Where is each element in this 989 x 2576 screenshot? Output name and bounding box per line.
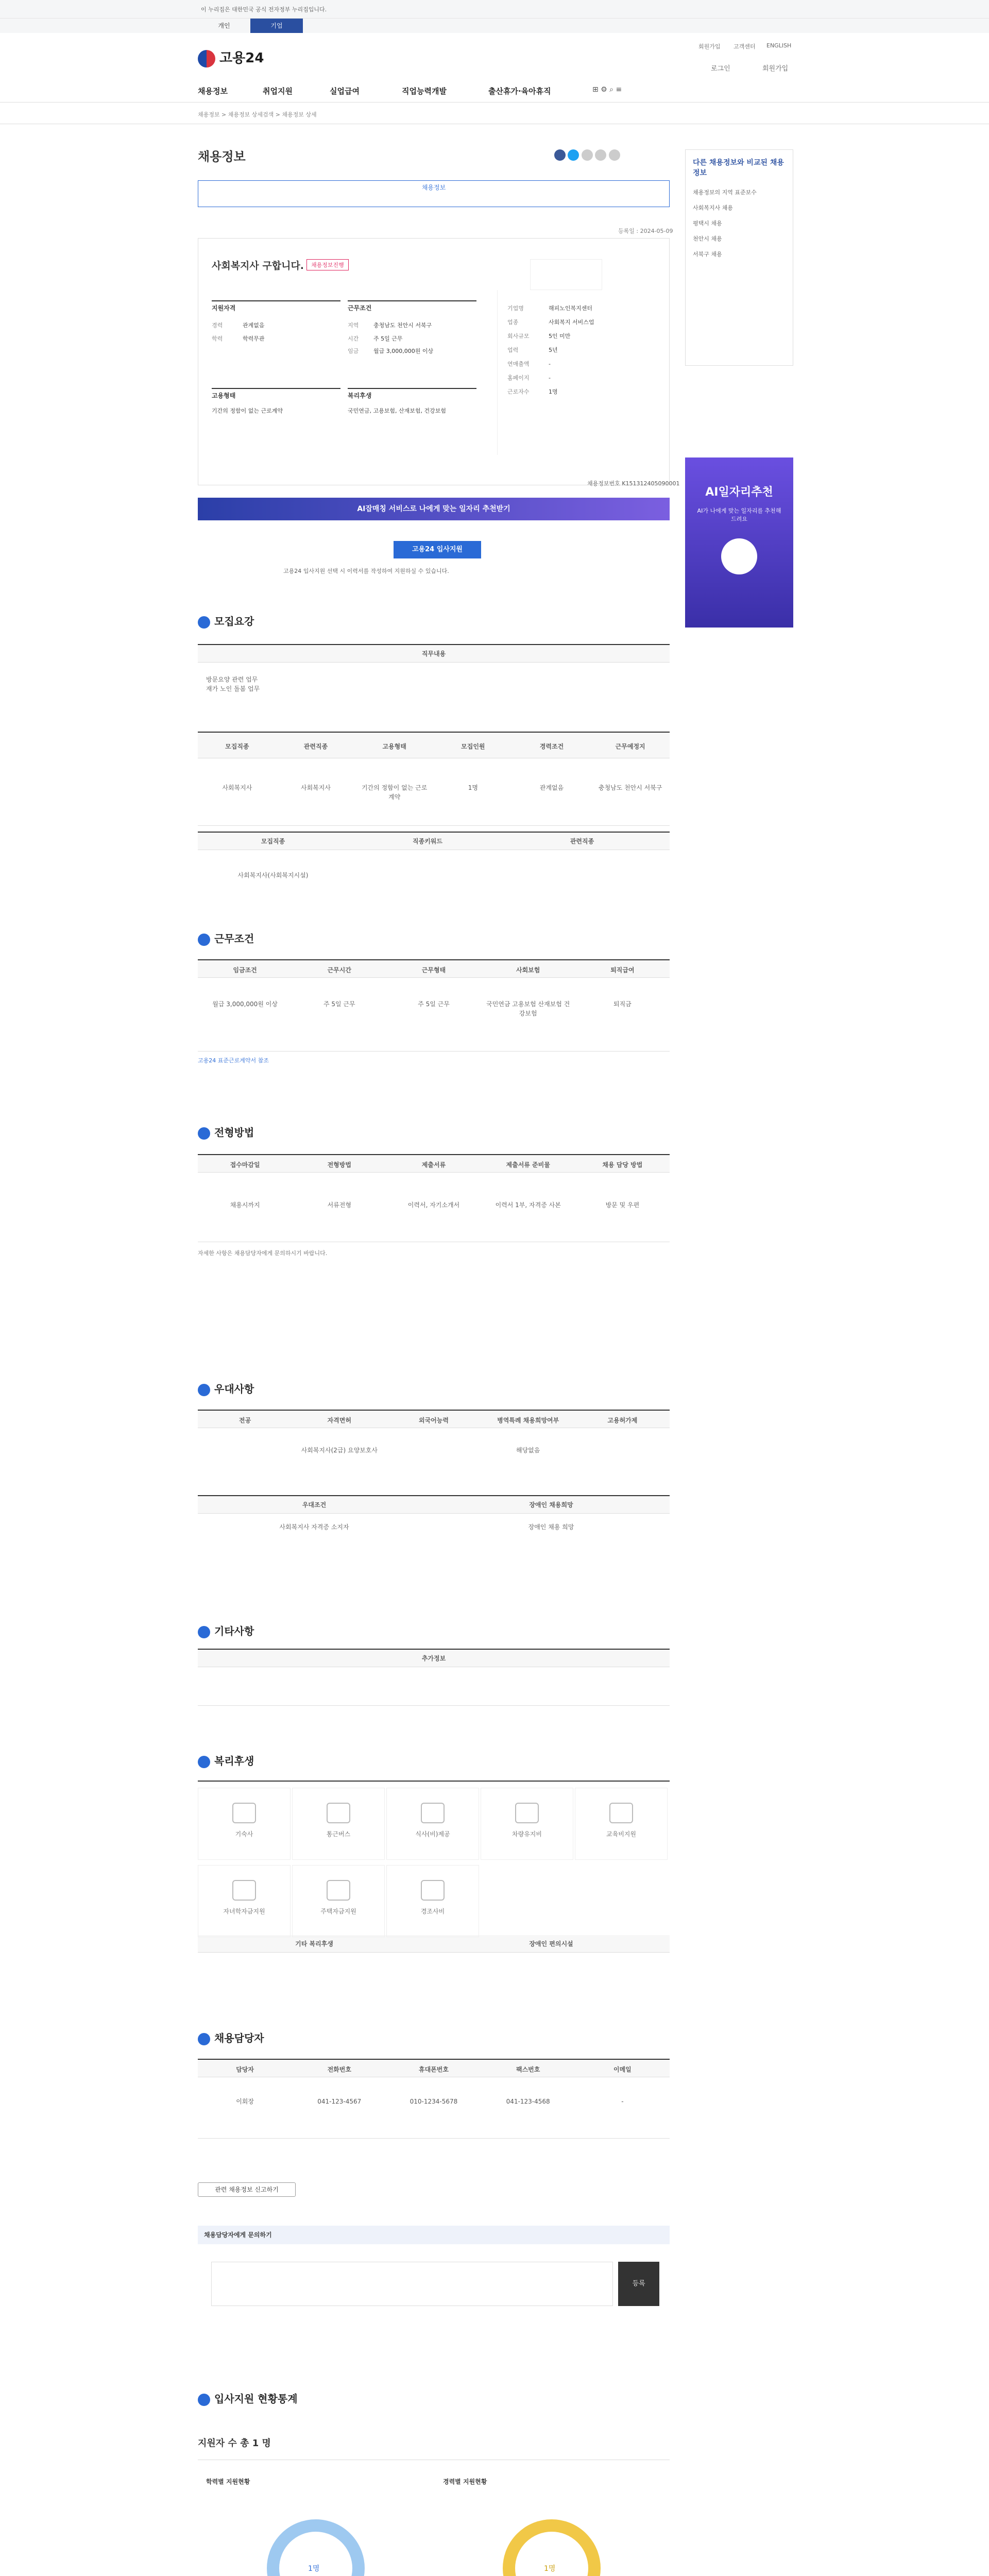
join-button[interactable]: 회원가입 <box>762 65 789 73</box>
welfare-label: 경조사비 <box>420 1908 445 1915</box>
cell: 사회복지사 자격증 소지자 <box>279 1523 349 1531</box>
col: 근무형태 <box>421 967 446 974</box>
side-item[interactable]: 서북구 채용 <box>693 251 722 258</box>
breadcrumb: 채용정보 > 채용정보 상세검색 > 채용정보 상세 <box>198 111 317 118</box>
welfare-label: 자녀학자금지원 <box>223 1908 265 1915</box>
welfare-label: 주택자금지원 <box>320 1908 356 1915</box>
cell: 이회장 <box>236 2098 254 2105</box>
area-value: 충청남도 천안시 서북구 <box>373 322 432 329</box>
info-label: 회사규모 <box>507 333 530 340</box>
col: 모집직종 <box>261 838 285 845</box>
rule <box>198 825 670 826</box>
util-icons[interactable]: ⊞ ⚙ ⌕ ≡ <box>592 86 622 94</box>
cell: 해당없음 <box>516 1447 540 1454</box>
col: 전형방법 <box>327 1161 351 1168</box>
info-value: 1명 <box>549 388 558 395</box>
welfare-item <box>386 1788 479 1860</box>
section-welfare <box>198 1753 254 1768</box>
info-value: 5년 <box>549 347 558 353</box>
cell: 퇴직금 <box>613 1001 632 1008</box>
section-etc <box>198 1623 254 1638</box>
cell: 사회복지사(사회복지시설) <box>237 872 309 879</box>
job-text: 방문요양 관련 업무 재가 노인 돌봄 업무 <box>206 676 260 692</box>
section-contact <box>198 2030 264 2045</box>
rule <box>198 1781 670 1782</box>
side-title: 다른 채용정보와 비교된 채용정보 <box>693 159 784 177</box>
cell: 사회복지사 <box>222 784 252 791</box>
col: 병역특례 채용희망여부 <box>497 1417 559 1424</box>
print-icon[interactable] <box>595 149 606 161</box>
col: 모집직종 <box>225 743 249 750</box>
cell: 주 5일 근무 <box>323 1001 355 1008</box>
welfare-icon <box>232 1803 256 1823</box>
info-value: 해피노인복지센터 <box>549 305 593 312</box>
ai-banner[interactable]: AI잡매칭 서비스로 나에게 맞는 일자리 추천받기 <box>198 498 670 520</box>
col: 사회보험 <box>516 967 540 974</box>
exp-label: 경력 <box>212 322 223 329</box>
taegeuk-icon <box>198 50 215 67</box>
gnb-childcare[interactable]: 출산휴가·육아휴직 <box>488 87 551 96</box>
rule <box>198 2138 670 2139</box>
s1-title: 모집요강 <box>214 615 254 628</box>
welfare-item <box>292 1788 385 1860</box>
info-value: 사회복지 서비스업 <box>549 319 594 326</box>
col: 관련직종 <box>570 838 594 845</box>
status-badge: 채용정보진행 <box>306 259 349 270</box>
side-ai-sub: AI가 나에게 맞는 일자리를 추천해드려요 <box>697 507 781 522</box>
section-icon <box>198 1756 210 1768</box>
welfare-item <box>386 1865 479 1937</box>
vdivider <box>497 290 498 455</box>
exp-value: 관계없음 <box>243 322 265 329</box>
side-ai-title: AI일자리추천 <box>705 486 773 499</box>
welfare-icon <box>421 1803 445 1823</box>
section-conditions <box>198 930 254 946</box>
report-button[interactable]: 관련 채용정보 신고하기 <box>198 2182 296 2197</box>
area-label: 지역 <box>348 322 359 329</box>
cell: 방문 및 우편 <box>605 1201 640 1209</box>
cell: 사회복지사 <box>301 784 331 791</box>
scrap-icon[interactable] <box>609 149 620 161</box>
col: 근무예정지 <box>615 743 645 750</box>
welfare-label: 교육비지원 <box>606 1831 636 1838</box>
gov-banner <box>0 0 989 19</box>
time-label: 시간 <box>348 335 359 342</box>
welfare-label: 통근버스 <box>326 1831 351 1838</box>
updated: 등록일 : 2024-05-09 <box>618 228 673 234</box>
section-icon <box>198 1127 210 1140</box>
link-help[interactable]: 고객센터 <box>734 43 756 50</box>
section-icon <box>198 2394 210 2406</box>
section-selection <box>198 1124 254 1140</box>
welfare-item <box>198 1865 291 1937</box>
col: 팩스번호 <box>516 2066 540 2073</box>
type-head: 고용형태 <box>212 392 236 399</box>
col: 장애인 편의시설 <box>529 1940 573 1947</box>
info-value: 5인 미만 <box>549 333 571 340</box>
welfare-icon <box>609 1803 633 1823</box>
login-button[interactable]: 로그인 <box>711 65 730 73</box>
section-icon <box>198 934 210 946</box>
welfare-label: 식사(비)제공 <box>415 1831 450 1838</box>
section-stats <box>198 2391 298 2406</box>
link-signup[interactable]: 회원가입 <box>698 43 721 50</box>
rule <box>198 1051 670 1052</box>
welfare-icon <box>515 1803 539 1823</box>
col: 고용형태 <box>382 743 406 750</box>
robot-icon <box>721 538 757 574</box>
col: 우대조건 <box>302 1501 327 1509</box>
cell: 관계없음 <box>539 784 564 791</box>
col: 퇴직급여 <box>610 967 635 974</box>
col: 고용허가제 <box>607 1417 638 1424</box>
cell: 기간의 정함이 없는 근로계약 <box>361 784 428 801</box>
welfare-rule <box>348 388 476 389</box>
col: 접수마감일 <box>230 1161 260 1168</box>
share-icon[interactable] <box>582 149 593 161</box>
type-value: 기간의 정함이 없는 근로계약 <box>212 408 283 414</box>
cond-note[interactable]: 고용24 표준근로계약서 참조 <box>198 1057 269 1064</box>
col: 외국어능력 <box>419 1417 449 1424</box>
company-logo-box <box>530 259 602 290</box>
tab-personal[interactable]: 개인 <box>218 22 230 29</box>
inquiry-send-button[interactable]: 등록 <box>618 2262 659 2306</box>
cell: 월급 3,000,000원 이상 <box>212 1001 278 1008</box>
section-icon <box>198 1384 210 1396</box>
link-english[interactable]: ENGLISH <box>766 42 792 49</box>
info-value: - <box>549 361 551 367</box>
welfare-item <box>292 1865 385 1937</box>
wage-value: 월급 3,000,000원 이상 <box>373 348 434 354</box>
edu-value: 학력무관 <box>243 335 265 342</box>
page-title: 채용정보 <box>198 149 246 164</box>
chart2-title: 경력별 지원현황 <box>443 2478 487 2485</box>
etc-header: 추가정보 <box>198 1650 670 1667</box>
side-item[interactable]: 평택시 채용 <box>693 220 722 227</box>
left-rule <box>212 300 340 301</box>
section-icon <box>198 1626 210 1638</box>
s5-title: 기타사항 <box>214 1625 254 1637</box>
cell: 이력서, 자기소개서 <box>407 1201 460 1209</box>
col: 관련직종 <box>303 743 328 750</box>
side-panel <box>685 149 793 366</box>
col: 제출서류 <box>421 1161 446 1168</box>
col: 모집인원 <box>461 743 485 750</box>
info-label: 기업명 <box>507 305 524 312</box>
tab-bar <box>0 19 989 33</box>
facebook-icon[interactable] <box>554 149 566 161</box>
applicant-total: 지원자 수 총 1 명 <box>198 2438 271 2449</box>
donut2-center: 1명 <box>544 2565 556 2573</box>
col: 제출서류 준비물 <box>506 1161 550 1168</box>
apply-note: 고용24 입사지원 선택 시 이력서를 작성하여 지원하실 수 있습니다. <box>283 568 449 574</box>
company-box <box>198 238 670 485</box>
col: 담당자 <box>236 2066 254 2073</box>
col: 직종키워드 <box>413 838 442 845</box>
conditions-head: 근무조건 <box>348 304 372 312</box>
welfare-icon <box>421 1880 445 1901</box>
welfare-item <box>198 1788 291 1860</box>
welfare-value: 국민연금, 고용보험, 산재보험, 건강보험 <box>348 408 446 414</box>
col: 임금조건 <box>233 967 257 974</box>
section-icon <box>198 616 210 629</box>
job-number: 채용정보번호 K151312405090001 <box>587 480 680 487</box>
gnb-support[interactable]: 취업지원 <box>263 87 293 96</box>
welfare-icon <box>232 1880 256 1901</box>
tab-company[interactable]: 기업 <box>250 19 303 33</box>
gov-banner-text: 이 누리집은 대한민국 공식 전자정부 누리집입니다. <box>201 6 327 13</box>
apply-button[interactable]: 고용24 입사지원 <box>394 541 481 558</box>
cell: 장애인 채용 희망 <box>528 1523 574 1531</box>
welfare-icon <box>327 1880 350 1901</box>
notice-tab[interactable]: 채용정보 <box>421 184 446 191</box>
side-item[interactable]: 채용정보의 지역 표준보수 <box>693 189 757 196</box>
cell: 041-123-4567 <box>317 2098 362 2105</box>
col: 휴대폰번호 <box>419 2066 449 2073</box>
type-rule <box>212 388 340 389</box>
info-label: 홈페이지 <box>507 375 530 381</box>
s7-title: 채용담당자 <box>214 2032 264 2044</box>
welfare-item <box>575 1788 668 1860</box>
welfare-icon <box>327 1803 350 1823</box>
company-info-labels <box>507 301 530 399</box>
section-recruit-title <box>198 613 254 629</box>
cell: - <box>621 2098 624 2105</box>
col: 이메일 <box>613 2066 632 2073</box>
cell: 서류전형 <box>327 1201 351 1209</box>
notice-tab-box <box>198 180 670 207</box>
job-title: 사회복지사 구합니다. <box>212 260 304 272</box>
logo-text: 고용24 <box>219 50 264 66</box>
inquiry-header: 채용담당자에게 문의하기 <box>198 2226 670 2244</box>
welfare-label: 기숙사 <box>235 1831 253 1838</box>
cell: 주 5일 근무 <box>418 1001 450 1008</box>
col: 장애인 채용희망 <box>529 1501 573 1509</box>
job-header: 직무내용 <box>198 645 670 663</box>
section-icon <box>198 2033 210 2045</box>
col: 전화번호 <box>327 2066 351 2073</box>
wage-label: 임금 <box>348 348 359 354</box>
col: 전공 <box>239 1417 251 1424</box>
info-label: 업종 <box>507 319 519 326</box>
cell: 채용시까지 <box>230 1201 260 1209</box>
twitter-icon[interactable] <box>568 149 579 161</box>
mid-rule <box>348 300 476 301</box>
side-item[interactable]: 사회복지사 채용 <box>693 205 733 211</box>
chart1-title: 학력별 지원현황 <box>206 2478 250 2485</box>
time-value: 주 5일 근무 <box>373 335 403 342</box>
gnb-training[interactable]: 직업능력개발 <box>402 87 447 96</box>
gnb-divider <box>0 102 989 103</box>
s3-title: 전형방법 <box>214 1126 254 1139</box>
section-preference <box>198 1381 254 1396</box>
s6-title: 복리후생 <box>214 1755 254 1767</box>
donut1-center: 1명 <box>308 2565 320 2573</box>
side-item[interactable]: 천안시 채용 <box>693 235 722 242</box>
info-label: 근로자수 <box>507 388 530 395</box>
welfare-item <box>481 1788 573 1860</box>
gnb-unemployment[interactable]: 실업급여 <box>330 87 360 96</box>
col: 근무시간 <box>327 967 351 974</box>
welfare-label: 차량유지비 <box>512 1831 542 1838</box>
cell: 충청남도 천안시 서북구 <box>598 784 662 791</box>
s2-title: 근무조건 <box>214 933 254 945</box>
welfare-head: 복리후생 <box>348 392 372 399</box>
cell: 국민연금 고용보험 산재보험 건강보험 <box>486 1001 570 1017</box>
edu-label: 학력 <box>212 335 223 342</box>
col: 자격면허 <box>327 1417 351 1424</box>
gnb-jobs[interactable]: 채용정보 <box>198 87 228 96</box>
cell: 이력서 1부, 자격증 사본 <box>495 1201 561 1209</box>
logo[interactable] <box>198 47 264 67</box>
col: 경력조건 <box>539 743 564 750</box>
col: 기타 복리후생 <box>295 1940 333 1947</box>
s8-title: 입사지원 현황통계 <box>214 2393 298 2405</box>
info-label: 업력 <box>507 347 519 353</box>
s4-title: 우대사항 <box>214 1383 254 1395</box>
cell: 041-123-4568 <box>506 2098 550 2105</box>
col: 채용 담당 방법 <box>602 1161 643 1168</box>
share-icons[interactable] <box>554 149 620 163</box>
info-value: - <box>549 375 551 381</box>
info-label: 연매출액 <box>507 361 530 367</box>
cell: 010-1234-5678 <box>410 2098 458 2105</box>
side-ai-banner[interactable] <box>685 457 793 628</box>
cell: 1명 <box>468 784 478 791</box>
rule <box>198 1705 670 1706</box>
cell: 사회복지사(2급) 요양보호사 <box>301 1447 378 1454</box>
sel-note: 자세한 사항은 채용담당자에게 문의하시기 바랍니다. <box>198 1250 328 1257</box>
qualification-head: 지원자격 <box>212 304 236 312</box>
inquiry-textarea[interactable] <box>211 2262 613 2306</box>
company-info-values <box>549 301 594 399</box>
